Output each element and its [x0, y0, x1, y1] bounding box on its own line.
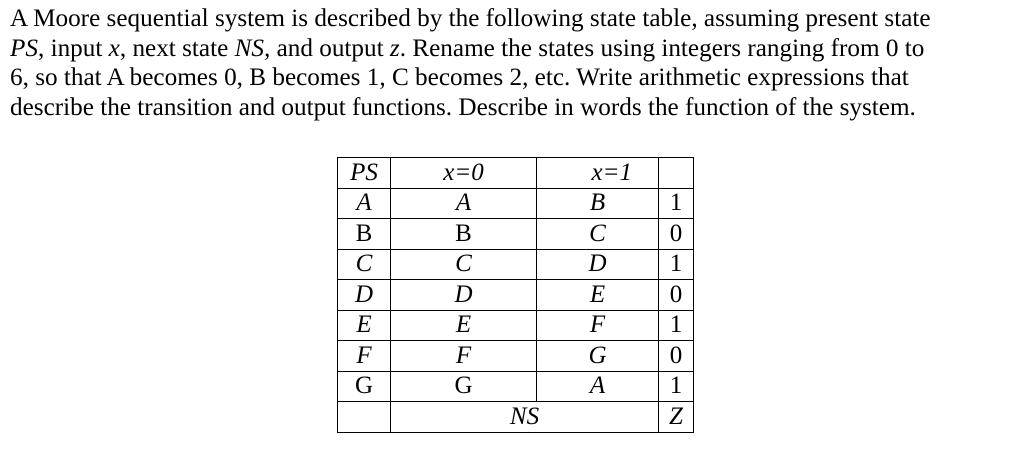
output-cell: 0 — [659, 280, 694, 311]
present-state-cell: F — [338, 341, 391, 372]
next-state-x0-cell: D — [391, 280, 537, 311]
next-state-x1-cell: F — [537, 310, 659, 341]
problem-text-run: describe the transition and output functions. Describe in words the function of the system. — [10, 93, 916, 121]
next-state-x0-cell: E — [391, 310, 537, 341]
state-table — [337, 157, 694, 433]
next-state-label: NS — [391, 402, 659, 433]
header-input-x0: x=0 — [391, 158, 537, 189]
problem-line — [10, 93, 1018, 123]
problem-line — [10, 34, 1018, 64]
output-cell: 1 — [659, 310, 694, 341]
present-state-cell: E — [338, 310, 391, 341]
output-cell: 1 — [659, 188, 694, 219]
problem-text-run: NS, — [234, 34, 271, 62]
present-state-cell: G — [338, 371, 391, 402]
state-table-footer-row — [338, 402, 694, 433]
next-state-x0-cell: F — [391, 341, 537, 372]
present-state-cell: A — [338, 188, 391, 219]
output-cell: 0 — [659, 219, 694, 250]
problem-line — [10, 4, 1018, 34]
header-input-x1: x=1 — [537, 158, 659, 189]
next-state-x0-cell: B — [391, 219, 537, 250]
footer-empty-cell — [338, 402, 391, 433]
next-state-x1-cell: C — [537, 219, 659, 250]
table-row — [338, 188, 694, 219]
table-row — [338, 341, 694, 372]
output-cell: 1 — [659, 371, 694, 402]
present-state-cell: B — [338, 219, 391, 250]
output-cell: 0 — [659, 341, 694, 372]
table-row — [338, 310, 694, 341]
next-state-x0-cell: C — [391, 249, 537, 280]
next-state-x0-cell: G — [391, 371, 537, 402]
table-row — [338, 249, 694, 280]
next-state-x1-cell: D — [537, 249, 659, 280]
problem-text-run: , input — [37, 34, 109, 62]
output-cell: 1 — [659, 249, 694, 280]
next-state-x1-cell: B — [537, 188, 659, 219]
problem-statement — [10, 4, 1018, 122]
header-present-state: PS — [338, 158, 391, 189]
problem-text-run: , next state — [119, 34, 235, 62]
problem-text-run: . Rename the states using integers ranging from 0 to — [399, 34, 925, 62]
next-state-x1-cell: E — [537, 280, 659, 311]
header-output — [659, 158, 694, 189]
table-row — [338, 280, 694, 311]
problem-text-run: PS — [10, 34, 38, 62]
output-label: Z — [659, 402, 694, 433]
problem-text-run: x — [108, 34, 120, 62]
problem-text-run: and output — [270, 34, 390, 62]
problem-line — [10, 63, 1018, 93]
next-state-x0-cell: A — [391, 188, 537, 219]
present-state-cell: D — [338, 280, 391, 311]
problem-text-run: A Moore sequential system is described by the following state table, assuming present state — [10, 5, 931, 32]
present-state-cell: C — [338, 249, 391, 280]
problem-text-run: 6, so that A becomes 0, B becomes 1, C becomes 2, etc. Write arithmetic expressions that — [10, 64, 909, 91]
next-state-x1-cell: G — [537, 341, 659, 372]
problem-text-run: z — [389, 34, 400, 62]
state-table-header-row — [338, 158, 694, 189]
table-row — [338, 371, 694, 402]
next-state-x1-cell: A — [537, 371, 659, 402]
table-row — [338, 219, 694, 250]
